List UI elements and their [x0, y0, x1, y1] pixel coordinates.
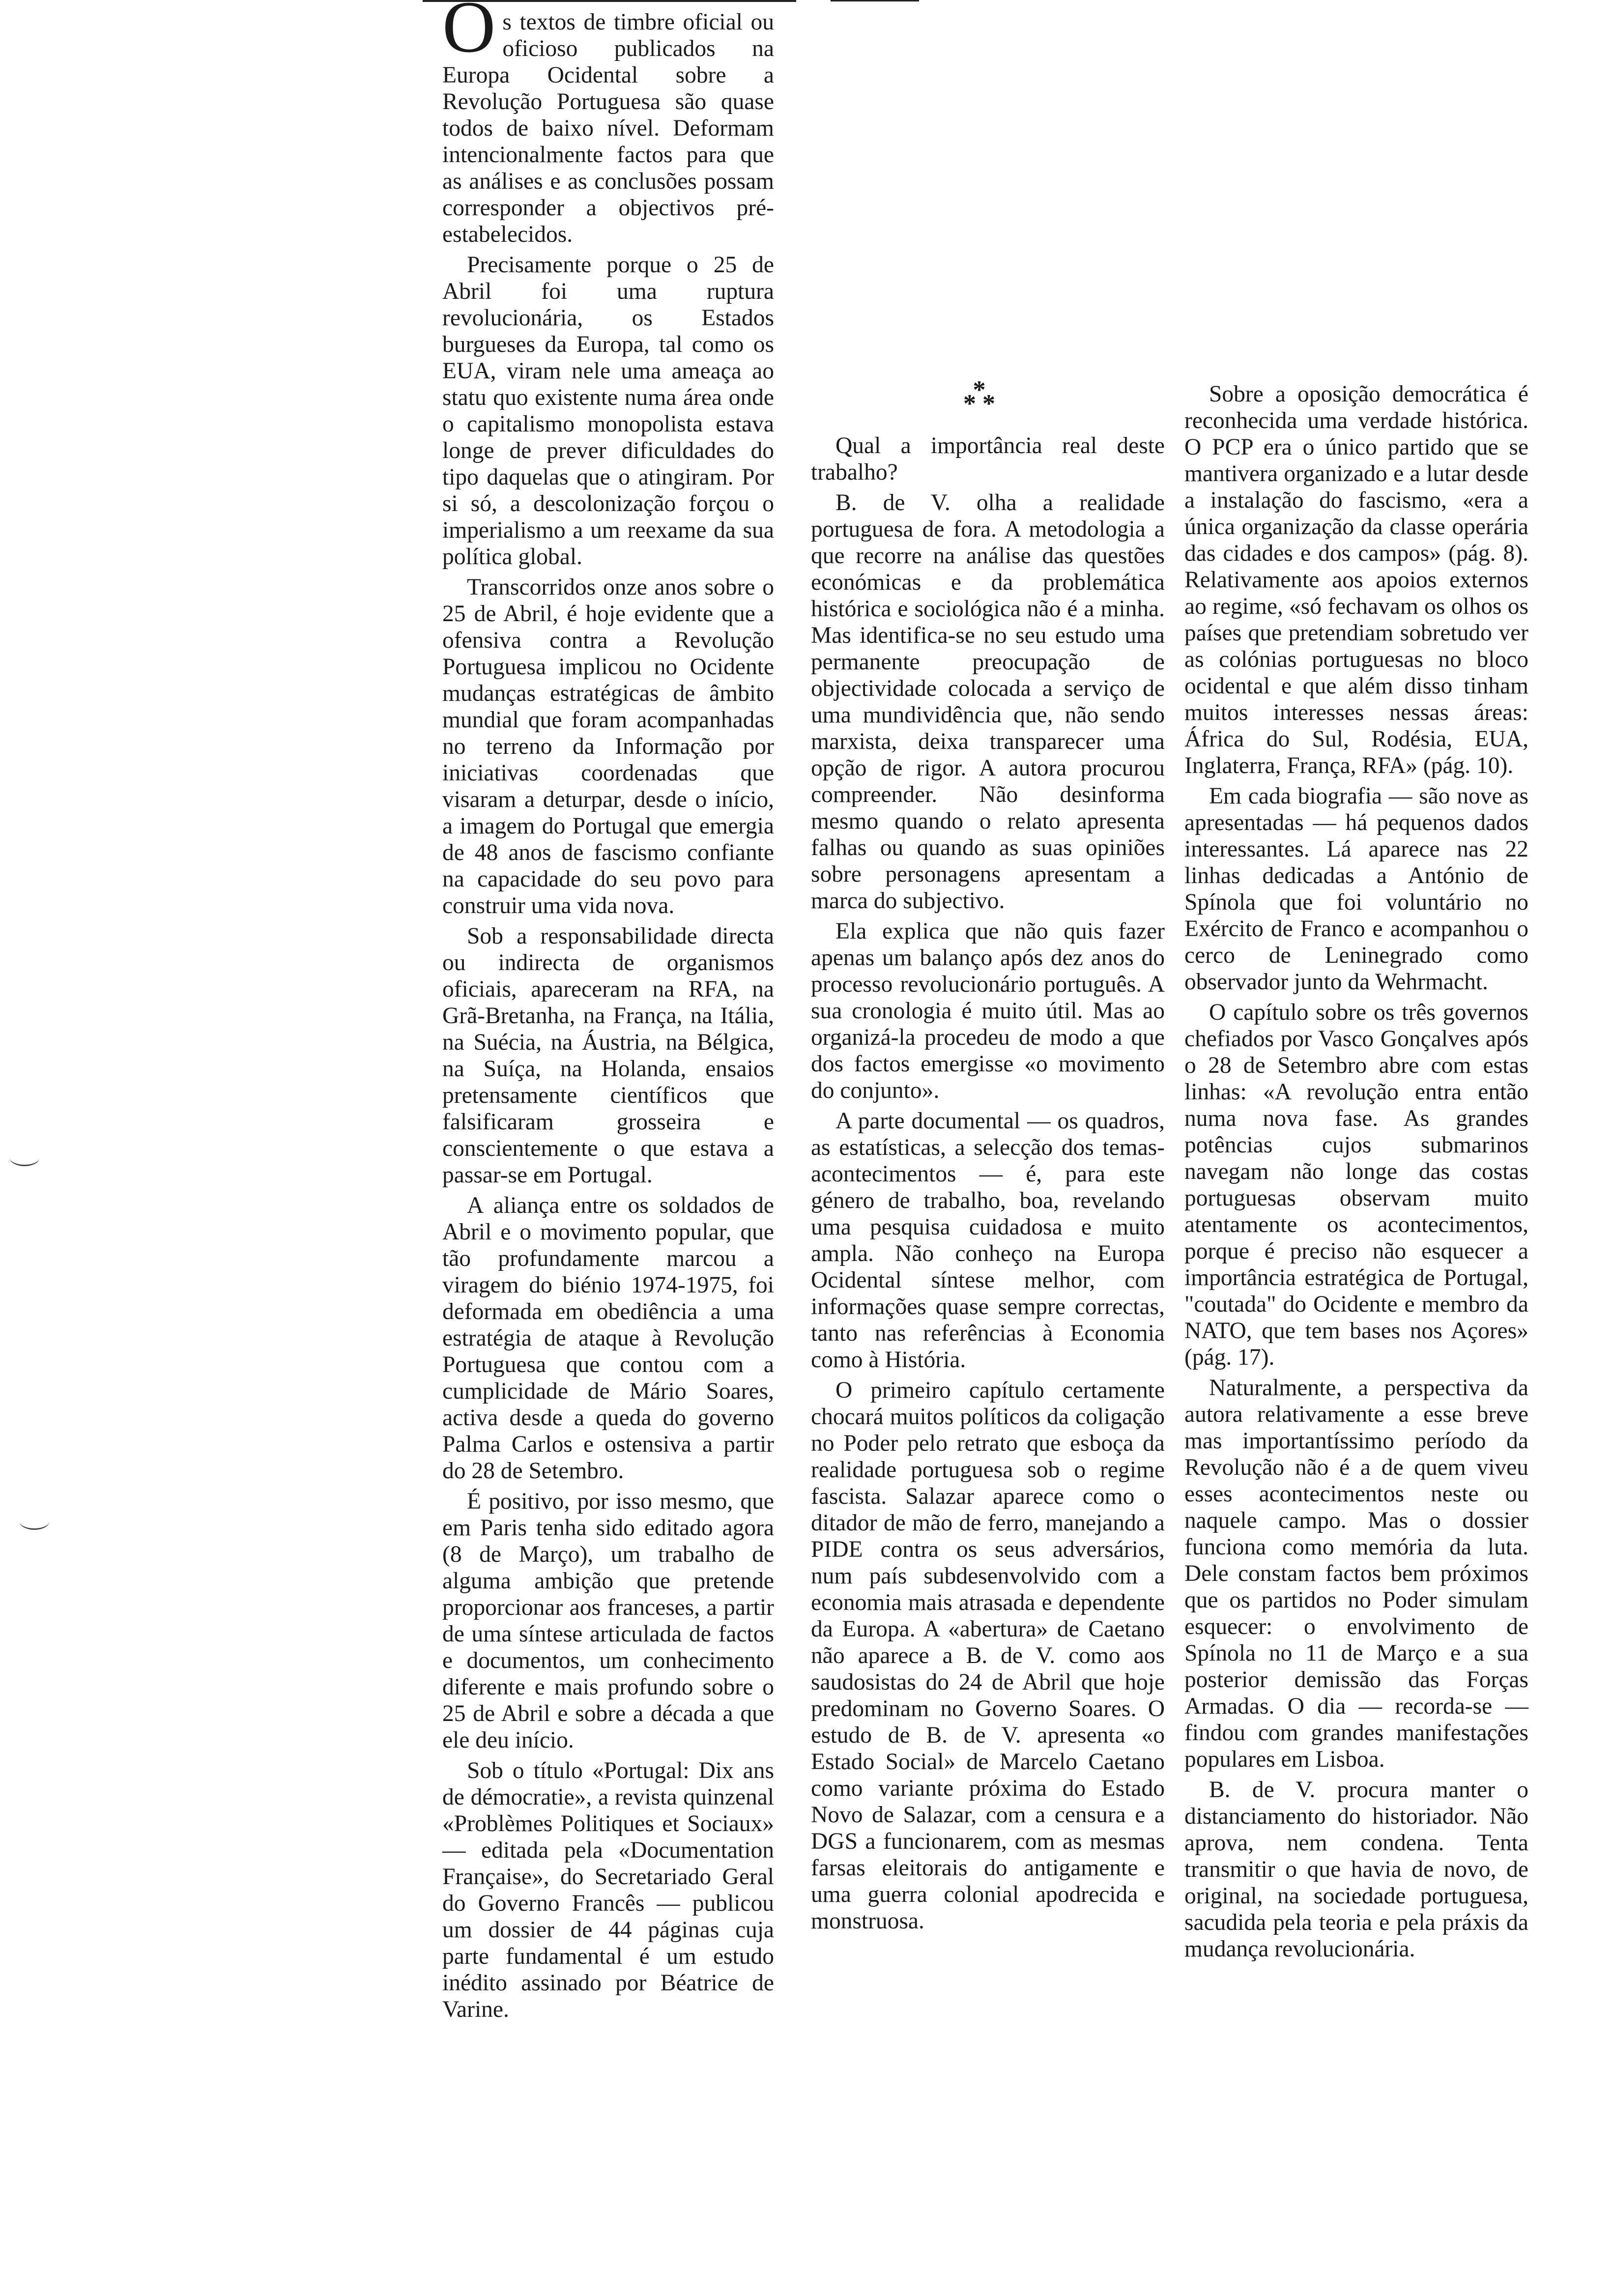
paragraph: Transcorridos onze anos sobre o 25 de Abril, é hoje evidente que a ofensiva contra a Revolução Portuguesa implicou no Ocidente mudanças estratégicas de âmbito mundial que foram acompanhadas no terreno da Informação por iniciativas coordenadas que visaram a deturpar, desde o início, a imagem do Portugal que emergia de 48 anos de fascismo confiante na capacidade do seu povo para construir uma vida nova.: [442, 574, 774, 918]
paragraph: B. de V. olha a realidade portuguesa de fora. A metodologia a que recorre na análise das questões económicas e da problemática histórica e sociológica não é a minha. Mas identifica-se no seu estudo uma permanente preocupação de objectividade colocada a serviço de uma mundividência que, não sendo marxista, deixa transparecer uma opção de rigor. A autora procurou compreender. Não desinforma mesmo quando o relato apresenta falhas ou quando as suas opiniões sobre personagens apresentam a marca do subjectivo.: [811, 490, 1165, 914]
paragraph: A aliança entre os soldados de Abril e o movimento popular, que tão profundamente marcou a viragem do biénio 1974-1975, foi deformada em obediência a uma estratégia de ataque à Revolução Portuguesa que contou com a cumplicidade de Mário Soares, activa desde a queda do governo Palma Carlos e ostensiva a partir do 28 de Setembro.: [442, 1193, 774, 1484]
paragraph: O capítulo sobre os três governos chefiados por Vasco Gonçalves após o 28 de Setembro abre com estas linhas: «A revolução entra então numa nova fase. As grandes potências cujos submarinos navegam não longe das costas portuguesas observam muito atentamente os acontecimentos, porque é preciso não esquecer a importância estratégica de Portugal, "coutada" do Ocidente e membro da NATO, que tem bases nos Açores» (pág. 17).: [1184, 1000, 1528, 1370]
paragraph: Naturalmente, a perspectiva da autora relativamente a esse breve mas importantíssimo período da Revolução não é a de quem viveu esses acontecimentos neste ou naquele campo. Mas o dossier funciona como memória da luta. Dele constam factos bem próximos que os partidos no Poder simulam esquecer: o envolvimento de Spínola no 11 de Março e a sua posterior demissão das Forças Armadas. O dia — recorda-se — findou com grandes manifestações populares em Lisboa.: [1184, 1375, 1528, 1772]
drop-cap: O: [442, 0, 496, 68]
paragraph: Sobre a oposição democrática é reconhecida uma verdade histórica. O PCP era o único partido que se mantivera organizado e a lutar desde a instalação do fascismo, «era a única organização da classe operária das cidades e dos campos» (pág. 8). Relativamente aos apoios externos ao regime, «só fechavam os olhos os países que pretendiam sobretudo ver as colónias portuguesas no bloco ocidental e que além disso tinham muitos interesses nessas áreas: África do Sul, Rodésia, EUA, Inglaterra, França, RFA» (pág. 10).: [1184, 381, 1528, 778]
paragraph: A parte documental — os quadros, as estatísticas, a selecção dos temas-acontecimentos — é, para este género de trabalho, boa, revelando uma pesquisa cuidadosa e muito ampla. Não conheço na Europa Ocidental síntese melhor, com informações quase sempre correctas, tanto nas referências à Economia como à História.: [811, 1108, 1165, 1373]
article-column-2: [811, 432, 1165, 1938]
article-column-3: [1184, 381, 1528, 1966]
paragraph: O primeiro capítulo certamente chocará muitos políticos da coligação no Poder pelo retrato que esboça da realidade portuguesa sob o regime fascista. Salazar aparece como o ditador de mão de ferro, manejando a PIDE contra os seus adversários, num país subdesenvolvido com a economia mais atrasada e dependente da Europa. A «abertura» de Caetano não aparece a B. de V. como aos saudosistas do 24 de Abril que hoje predominam no Governo Soares. O estudo de B. de V. apresenta «o Estado Social» de Marcelo Caetano como variante próxima do Estado Novo de Salazar, com a censura e a DGS a funcionarem, com as mesmas farsas eleitorais do antigamente e uma guerra colonial apodrecida e monstruosa.: [811, 1378, 1165, 1934]
paragraph: Sob a responsabilidade directa ou indirecta de organismos oficiais, apareceram na RFA, na Grã-Bretanha, na França, na Itália, na Suécia, na Áustria, na Bélgica, na Suíça, na Holanda, ensaios pretensamente científicos que falsificaram grosseira e conscientemente o que estava a passar-se em Portugal.: [442, 923, 774, 1188]
paragraph: Precisamente porque o 25 de Abril foi uma ruptura revolucionária, os Estados burgueses da Europa, tal como os EUA, viram nele uma ameaça ao statu quo existente numa área onde o capitalismo monopolista estava longe de prever dificuldades do tipo daquelas que o atingiram. Por si só, a descolonização forçou o imperialismo a um reexame da sua política global.: [442, 252, 774, 570]
paragraph: B. de V. procura manter o distanciamento do historiador. Não aprova, nem condena. Tenta transmitir o que havia de novo, de original, na sociedade portuguesa, sacudida pela teoria e pela práxis da mudança revolucionária.: [1184, 1777, 1528, 1962]
paragraph: Os textos de timbre oficial ou oficioso publicados na Europa Ocidental sobre a Revolução Portuguesa são quase todos de baixo nível. Deformam intencionalmente factos para que as análises e as conclusões possam corresponder a objectivos pré-estabelecidos.: [442, 0, 774, 247]
top-rule-right: [831, 0, 919, 1]
paragraph: Ela explica que não quis fazer apenas um balanço após dez anos do processo revolucionário português. A sua cronologia é muito útil. Mas ao organizá-la procedeu de modo a que dos factos emergisse «o movimento do conjunto».: [811, 918, 1165, 1103]
paragraph: É positivo, por isso mesmo, que em Paris tenha sido editado agora (8 de Março), um trabalho de alguma ambição que pretende proporcionar aos franceses, a partir de uma síntese articulada de factos e documentos, um conhecimento diferente e mais profundo sobre o 25 de Abril e sobre a década a que ele deu início.: [442, 1489, 774, 1753]
paragraph: Sob o título «Portugal: Dix ans de démocratie», a revista quinzenal «Problèmes Politiques et Sociaux» — editada pela «Documentation Française», do Secretariado Geral do Governo Francês — publicou um dossier de 44 páginas cuja parte fundamental é um estudo inédito assinado por Béatrice de Varine.: [442, 1758, 774, 2022]
paragraph: Qual a importância real deste trabalho?: [811, 433, 1165, 485]
margin-mark: [20, 1514, 49, 1530]
margin-mark: [10, 1150, 39, 1166]
article-column-1: [442, 0, 774, 2027]
paragraph: Em cada biografia — são nove as apresentadas — há pequenos dados interessantes. Lá aparece nas 22 linhas dedicadas a António de Spínola que foi voluntário no Exército de Franco e acompanhou o cerco de Leninegrado como observador junto da Wehrmacht.: [1184, 783, 1528, 995]
section-separator: * * *: [963, 376, 995, 418]
